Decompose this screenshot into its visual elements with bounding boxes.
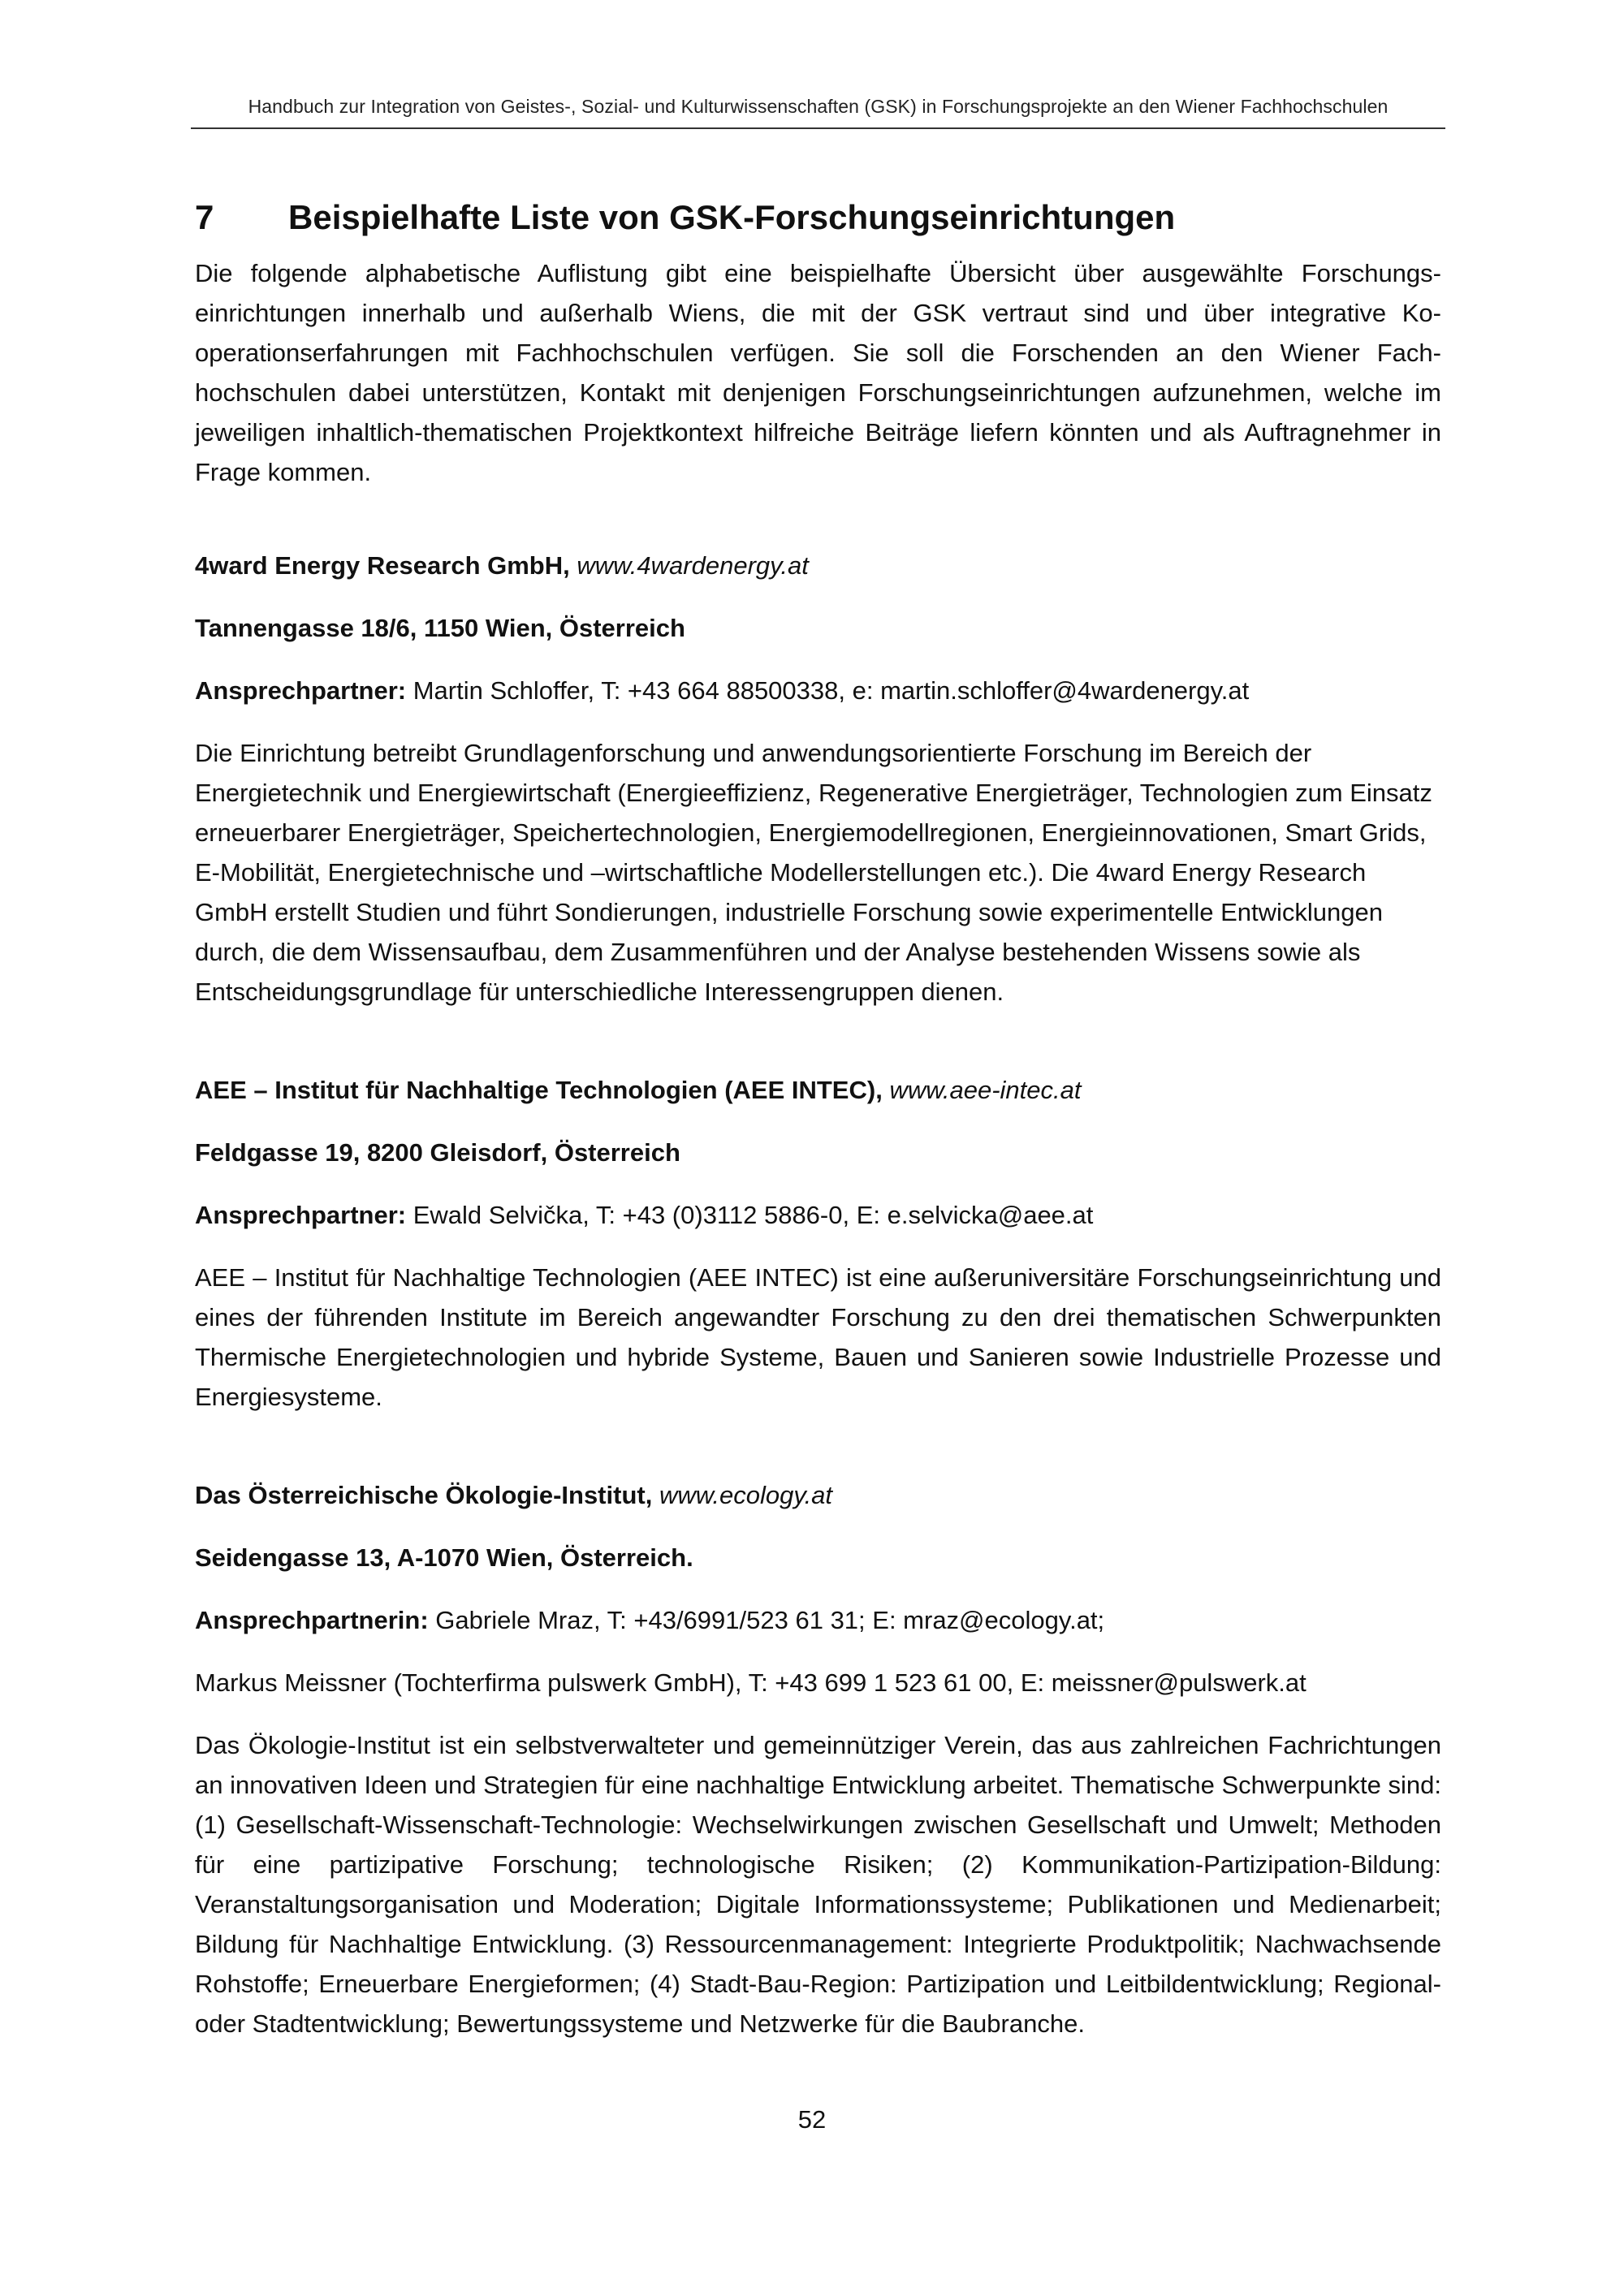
institution-name: Das Österreichische Ökologie-Institut, xyxy=(195,1481,653,1509)
institution-contact xyxy=(195,1195,1441,1235)
institution-name-line xyxy=(195,546,1441,585)
institution-name-line xyxy=(195,1070,1441,1110)
contact-label: Ansprechpartnerin: xyxy=(195,1606,429,1634)
institution-entry xyxy=(195,1070,1441,1417)
institution-name-line xyxy=(195,1475,1441,1515)
institution-contact xyxy=(195,671,1441,710)
institution-address: Feldgasse 19, 8200 Gleisdorf, Österreich xyxy=(195,1138,680,1167)
institution-contact-secondary: Markus Meissner (Tochterfirma pulswerk GmbH), T: +43 699 1 523 61 00, E: meissner@pulswerk.at xyxy=(195,1668,1307,1697)
chapter-title: Beispielhafte Liste von GSK-Forschungseinrichtungen xyxy=(288,198,1176,236)
running-header: Handbuch zur Integration von Geistes-, Sozial- und Kulturwissenschaften (GSK) in Forschungsprojekte an den Wiener Fachhochschulen xyxy=(248,96,1389,117)
contact-label: Ansprechpartner: xyxy=(195,1201,407,1229)
contact-details: Martin Schloffer, T: +43 664 88500338, e: martin.schloffer@4wardenergy.at xyxy=(412,676,1250,705)
institution-name: AEE – Institut für Nachhaltige Technologien (AEE INTEC), xyxy=(195,1076,883,1104)
institution-contact xyxy=(195,1600,1441,1640)
contact-details: Ewald Selvička, T: +43 (0)3112 5886-0, E: e.selvicka@aee.at xyxy=(412,1201,1094,1229)
institution-address: Tannengasse 18/6, 1150 Wien, Österreich xyxy=(195,614,685,642)
contact-label: Ansprechpartner: xyxy=(195,676,407,705)
page-number: 52 xyxy=(797,2105,827,2134)
page-content xyxy=(195,193,1441,2102)
contact-details: Gabriele Mraz, T: +43/6991/523 61 31; E: mraz@ecology.at; xyxy=(435,1606,1105,1634)
institution-website[interactable]: www.ecology.at xyxy=(659,1481,833,1509)
institution-website[interactable]: www.aee-intec.at xyxy=(889,1076,1082,1104)
institution-entry xyxy=(195,1475,1441,2044)
institution-address: Seidengasse 13, A-1070 Wien, Österreich. xyxy=(195,1543,693,1572)
chapter-number: 7 xyxy=(195,198,214,236)
institution-website[interactable]: www.4wardenergy.at xyxy=(577,551,809,580)
institution-description: Die Einrichtung betreibt Grundlagenforschung und anwendungsorientierte Forschung im Bereich der Energietechnik und Energiewirtschaft (Energieeffizienz, Regenerative Energieträger, Technologien zum Einsatz erneuerbarer Energieträger, Speichertechnologien, Energiemodellregionen, Energieinnovationen, Smart Grids, E-Mobilität, Energietechnische und –wirtschaftliche Modellerstellungen etc.). Die 4ward Energy Research GmbH erstellt Studien und führt Sondierungen, industrielle Forschung sowie experimentelle Entwicklungen durch, die dem Wissensaufbau, dem Zusammenführen und der Analyse bestehenden Wissens sowie als Entscheidungsgrundlage für unterschiedliche Interessengruppen dienen. xyxy=(195,739,1432,1006)
institution-name: 4ward Energy Research GmbH, xyxy=(195,551,570,580)
chapter-intro: Die folgende alphabetische Auflistung gibt eine beispielhafte Übersicht über ausgewählte Forschungseinrichtungen innerhalb und außerhalb Wiens, die mit der GSK vertraut sind und über integrative Kooperationserfahrungen mit Fachhochschulen verfügen. Sie soll die Forschenden an den Wiener Fachhochschulen dabei unterstützen, Kontakt mit denjenigen Forschungseinrichtungen aufzunehmen, welche im jeweiligen inhaltlich-thematischen Projektkontext hilfreiche Beiträge liefern könnten und als Auftragnehmer in Frage kommen. xyxy=(195,259,1441,486)
chapter-heading xyxy=(195,193,1441,242)
header-rule xyxy=(191,127,1445,129)
institution-description: Das Ökologie-Institut ist ein selbstverwalteter und gemeinnütziger Verein, das aus zahlreichen Fachrichtungen an innovativen Ideen und Strategien für eine nachhaltige Entwicklung arbeitet. Thematische Schwerpunkte sind: (1) Gesellschaft-Wissenschaft-Technologie: Wechselwirkungen zwischen Gesellschaft und Umwelt; Methoden für eine partizipative Forschung; technologische Risiken; (2) Kommunikation-Partizipation-Bildung: Veranstaltungsorganisation und Moderation; Digitale Informationssysteme; Publikationen und Medienarbeit; Bildung für Nachhaltige Entwicklung. (3) Ressourcenmanagement: Integrierte Produktpolitik; Nachwachsende Rohstoffe; Erneuerbare Energieformen; (4) Stadt-Bau-Region: Partizipation und Leitbildentwicklung; Regional- oder Stadtentwicklung; Bewertungssysteme und Netzwerke für die Baubranche. xyxy=(195,1731,1441,2038)
institution-entry xyxy=(195,546,1441,1012)
institution-description: AEE – Institut für Nachhaltige Technologien (AEE INTEC) ist eine außeruniversitäre Forschungseinrichtung und eines der führenden Institute im Bereich angewandter Forschung zu den drei thematischen Schwerpunkten Thermische Energietechnologien und hybride Systeme, Bauen und Sanieren sowie Industrielle Prozesse und Energiesysteme. xyxy=(195,1263,1441,1411)
